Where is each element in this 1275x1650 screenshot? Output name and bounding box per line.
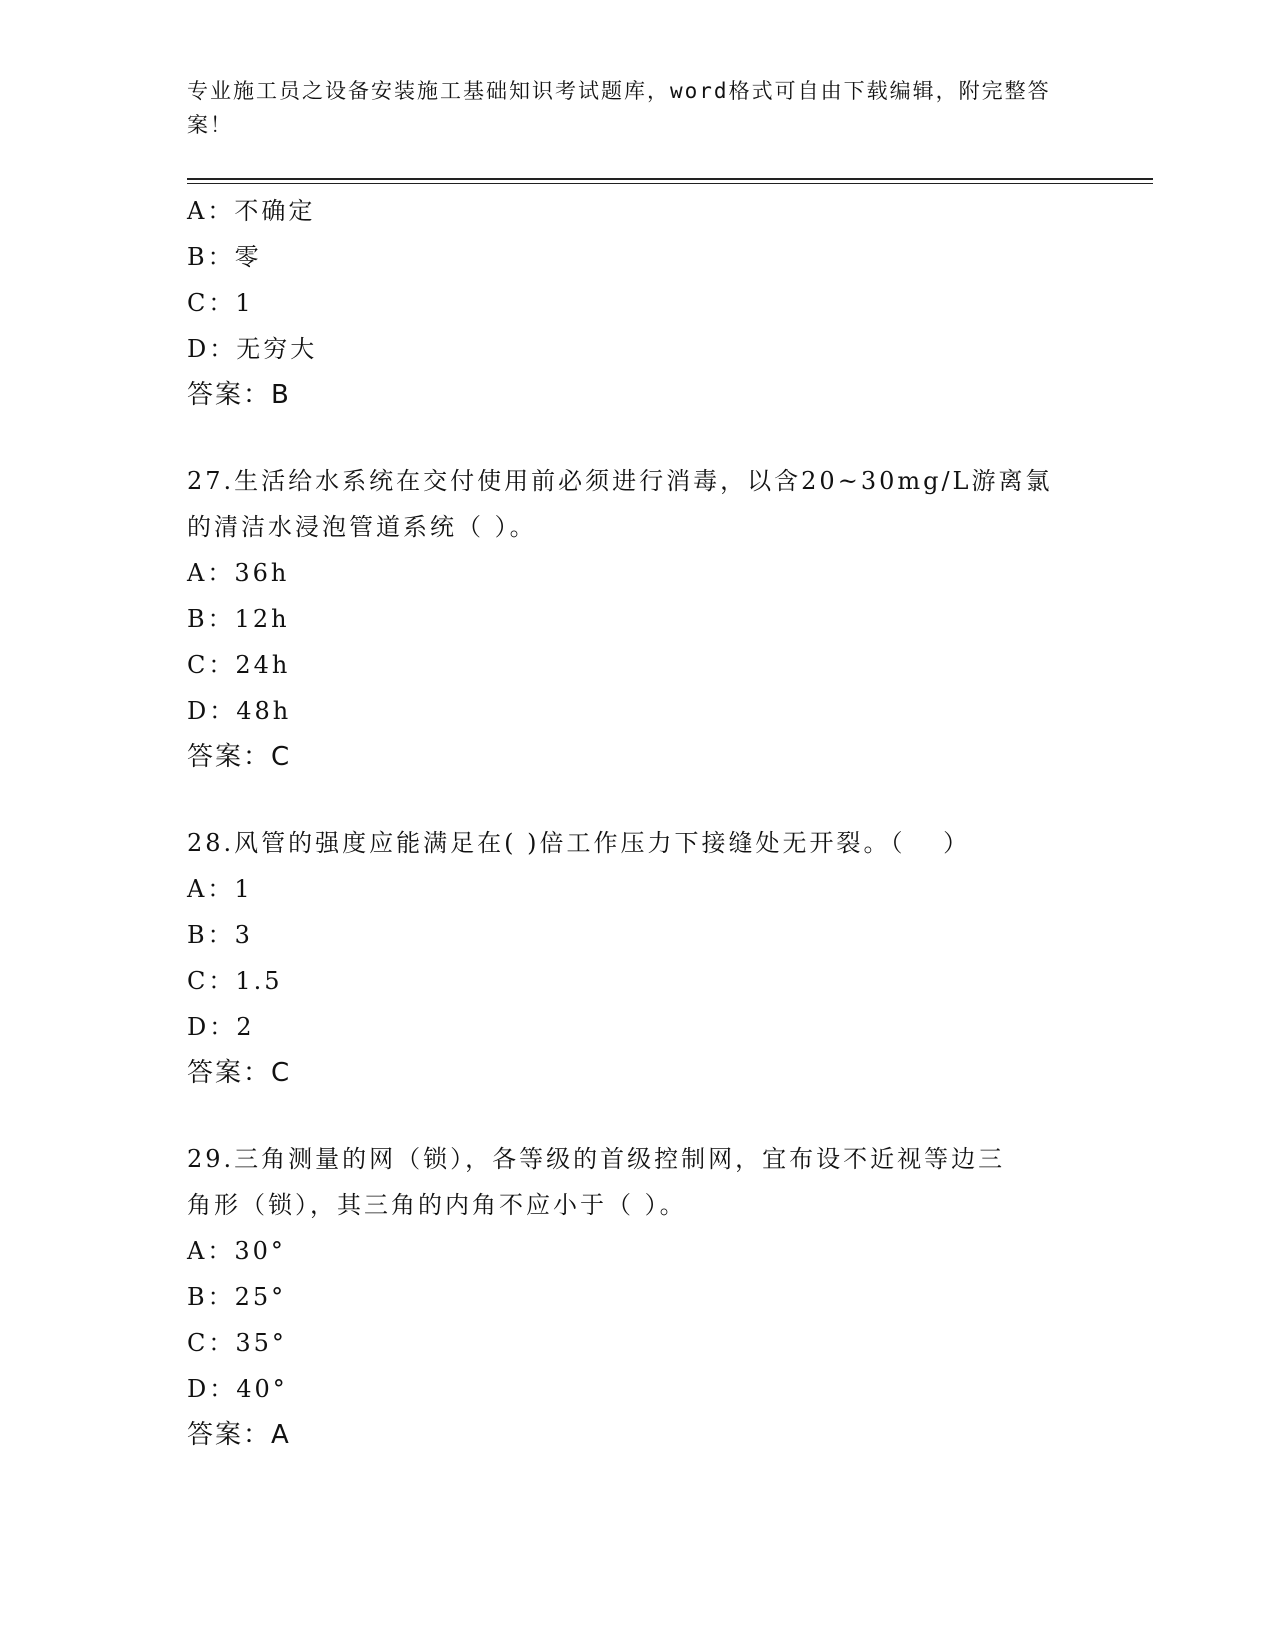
option-c: C：24h bbox=[187, 651, 291, 679]
option-d: D：2 bbox=[187, 1013, 255, 1041]
option-a: A：1 bbox=[187, 875, 253, 903]
header-divider-thick bbox=[187, 178, 1153, 180]
option-c: C：1 bbox=[187, 289, 254, 317]
question-stem-line-1: 29.三角测量的网（锁），各等级的首级控制网，宜布设不近视等边三 bbox=[187, 1145, 1006, 1173]
question-stem-line-2: 角形（锁），其三角的内角不应小于（ ）。 bbox=[187, 1191, 687, 1219]
document-header-title: 专业施工员之设备安装施工基础知识考试题库，word格式可自由下载编辑，附完整答案！ bbox=[187, 79, 1051, 137]
header-divider-thin bbox=[187, 183, 1153, 184]
document-content bbox=[187, 188, 1087, 1458]
question-stem-line-1: 28.风管的强度应能满足在( )倍工作压力下接缝处无开裂。（ ） bbox=[187, 829, 971, 857]
question-28 bbox=[187, 820, 1087, 1096]
option-d: D：48h bbox=[187, 697, 292, 725]
question-26-continued bbox=[187, 188, 1087, 418]
option-a: A：36h bbox=[187, 559, 290, 587]
option-c: C：35° bbox=[187, 1329, 287, 1357]
answer-label: 答案：C bbox=[187, 1058, 292, 1088]
option-b: B：零 bbox=[187, 243, 262, 271]
question-27 bbox=[187, 458, 1087, 780]
option-d: D：40° bbox=[187, 1375, 288, 1403]
answer-label: 答案：A bbox=[187, 1420, 291, 1450]
question-stem-line-2: 的清洁水浸泡管道系统（ ）。 bbox=[187, 513, 537, 541]
option-b: B：12h bbox=[187, 605, 290, 633]
answer-label: 答案：C bbox=[187, 742, 292, 772]
option-b: B：25° bbox=[187, 1283, 287, 1311]
option-a: A：30° bbox=[187, 1237, 286, 1265]
option-d: D：无穷大 bbox=[187, 335, 318, 363]
question-29 bbox=[187, 1136, 1087, 1458]
option-a: A：不确定 bbox=[187, 197, 316, 225]
question-stem-line-1: 27.生活给水系统在交付使用前必须进行消毒，以含20~30mg/L游离氯 bbox=[187, 467, 1053, 495]
answer-label: 答案：B bbox=[187, 380, 291, 410]
option-b: B：3 bbox=[187, 921, 253, 949]
option-c: C：1.5 bbox=[187, 967, 283, 995]
